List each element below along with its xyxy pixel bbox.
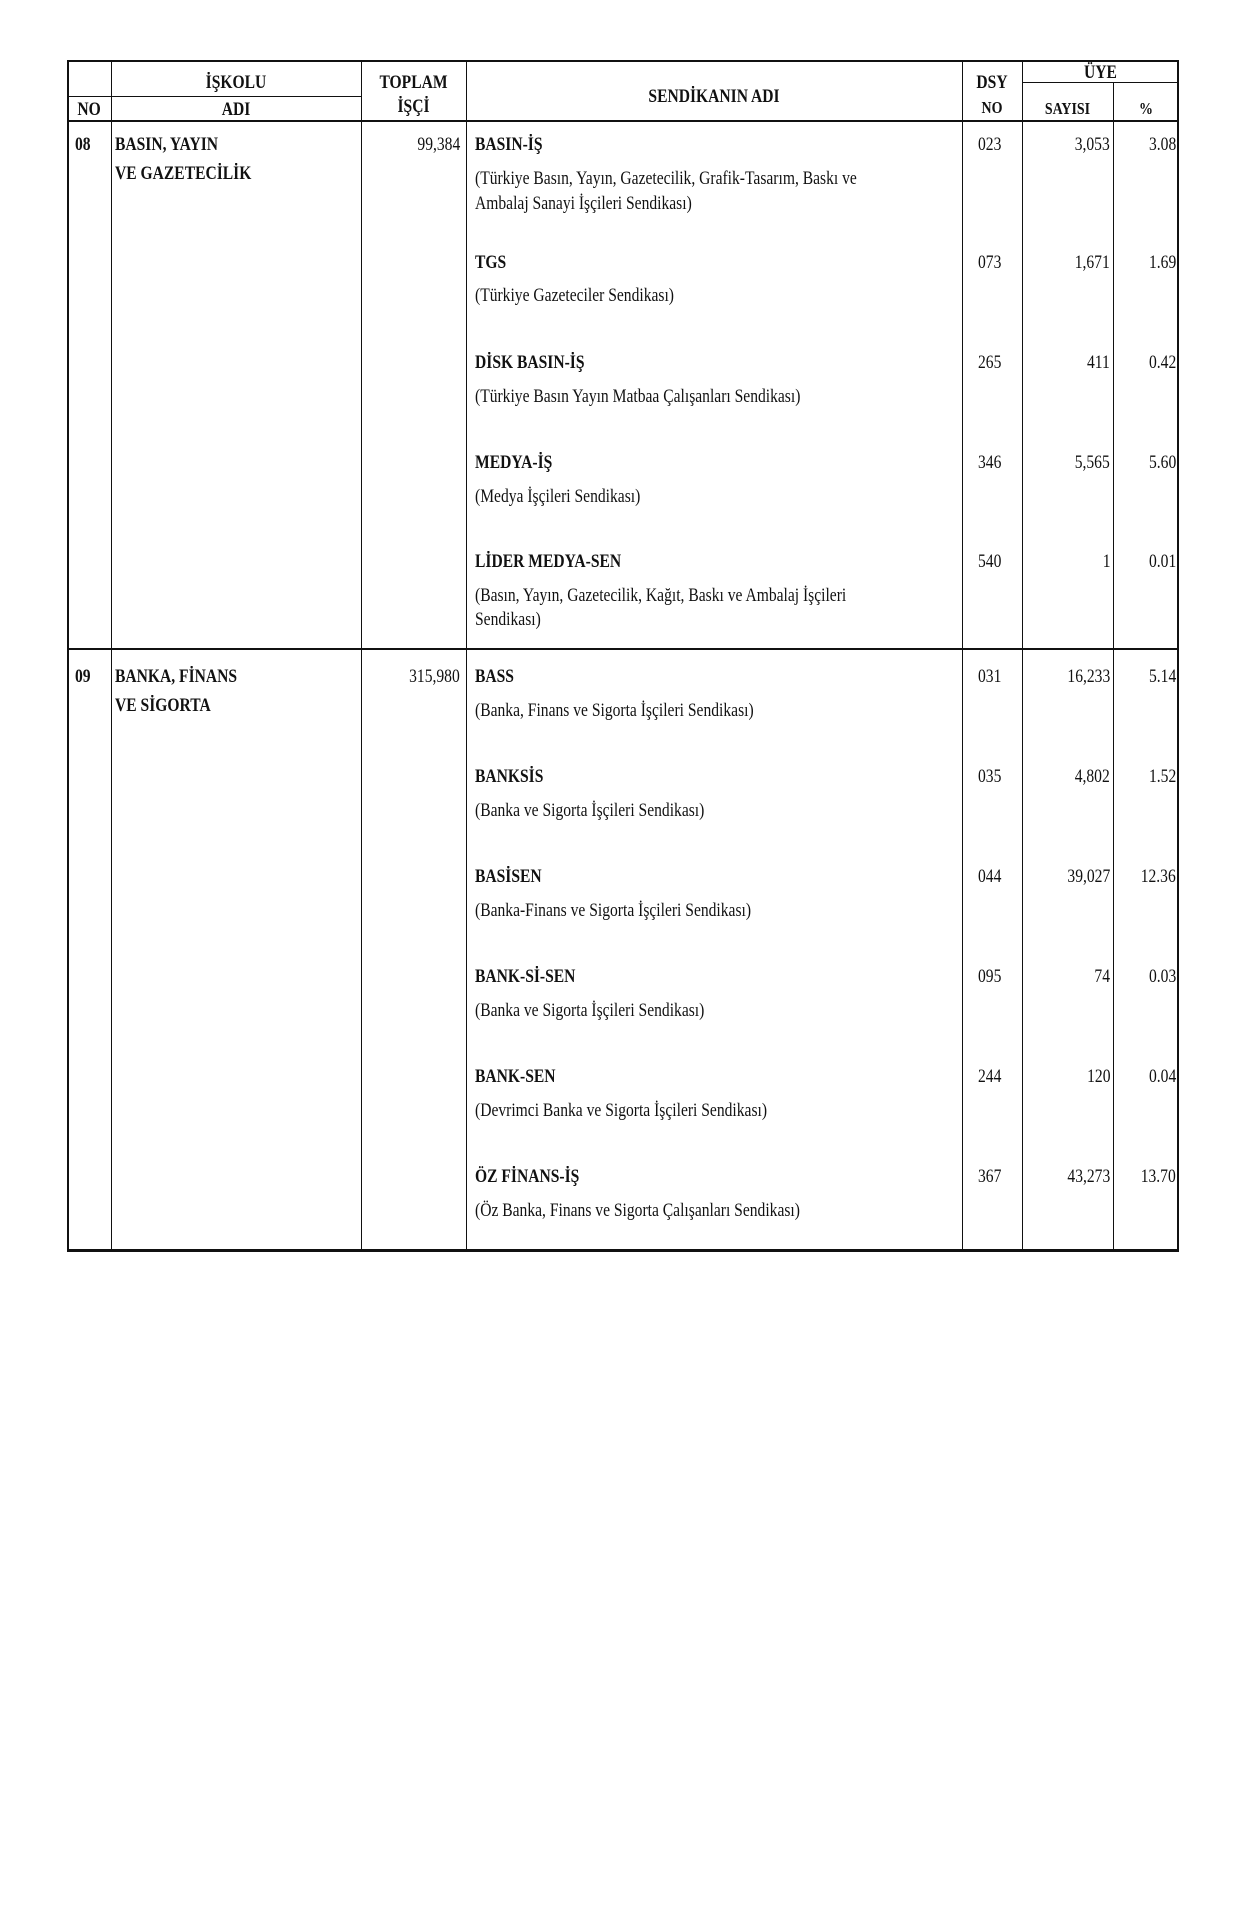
sector-total: 99,384	[417, 134, 460, 155]
col-divider-adi	[361, 60, 362, 1252]
union-dsy: 031	[978, 666, 1002, 687]
union-percent: 3.08	[1148, 134, 1176, 155]
union-desc: (Medya İşçileri Sendikası)	[475, 486, 641, 507]
union-desc-cont: Sendikası)	[475, 609, 541, 630]
union-name: TGS	[475, 252, 507, 273]
sector-no: 08	[75, 134, 91, 155]
union-dsy: 035	[978, 766, 1002, 787]
col-divider-sendika	[962, 60, 963, 1252]
union-dsy: 244	[978, 1066, 1002, 1087]
union-desc: (Öz Banka, Finans ve Sigorta Çalışanları Sendikası)	[475, 1200, 800, 1221]
table-frame	[67, 60, 1179, 1252]
union-percent: 0.42	[1148, 352, 1176, 373]
header-toplam: TOPLAM	[379, 72, 448, 93]
union-name: BANK-SEN	[475, 1066, 556, 1087]
header-uye: ÜYE	[1084, 62, 1117, 83]
union-name: BASİSEN	[475, 866, 542, 887]
union-member-count: 120	[1086, 1066, 1110, 1087]
union-desc: (Banka, Finans ve Sigorta İşçileri Sendikası)	[475, 700, 754, 721]
header-isci: İŞÇİ	[397, 96, 430, 117]
union-percent: 0.01	[1148, 551, 1176, 572]
union-name: DİSK BASIN-İŞ	[475, 352, 585, 373]
union-percent: 5.14	[1148, 666, 1176, 687]
sector-separator	[67, 648, 1179, 650]
union-name: LİDER MEDYA-SEN	[475, 551, 622, 572]
union-member-count: 1	[1102, 551, 1110, 572]
header-no: NO	[77, 99, 101, 120]
union-dsy: 044	[978, 866, 1002, 887]
union-dsy: 023	[978, 134, 1002, 155]
union-percent: 13.70	[1140, 1166, 1176, 1187]
header-adi: ADI	[221, 99, 251, 120]
union-member-count: 1,671	[1074, 252, 1110, 273]
sector-total: 315,980	[409, 666, 460, 687]
col-divider-sayisi	[1113, 82, 1114, 1252]
union-dsy: 073	[978, 252, 1002, 273]
union-percent: 1.69	[1148, 252, 1176, 273]
sector-name-line2: VE SİGORTA	[115, 695, 211, 716]
sector-name-line1: BASIN, YAYIN	[115, 134, 219, 155]
union-percent: 12.36	[1140, 866, 1176, 887]
union-dsy: 367	[978, 1166, 1002, 1187]
header-yuzde: %	[1139, 99, 1153, 118]
union-dsy: 095	[978, 966, 1002, 987]
header-iskolu: İŞKOLU	[205, 72, 267, 93]
union-member-count: 39,027	[1067, 866, 1110, 887]
sector-name-line2: VE GAZETECİLİK	[115, 163, 252, 184]
union-desc: (Türkiye Gazeteciler Sendikası)	[475, 285, 674, 306]
union-member-count: 74	[1094, 966, 1110, 987]
union-name: MEDYA-İŞ	[475, 452, 553, 473]
union-desc: (Türkiye Basın Yayın Matbaa Çalışanları Sendikası)	[475, 386, 801, 407]
union-desc-cont: Ambalaj Sanayi İşçileri Sendikası)	[475, 193, 692, 214]
union-name: ÖZ FİNANS-İŞ	[475, 1166, 580, 1187]
header-sendika-adi: SENDİKANIN ADI	[648, 86, 780, 107]
union-desc: (Devrimci Banka ve Sigorta İşçileri Sendikası)	[475, 1100, 768, 1121]
union-member-count: 3,053	[1074, 134, 1110, 155]
union-member-count: 5,565	[1074, 452, 1110, 473]
sector-no: 09	[75, 666, 91, 687]
union-name: BANK-Sİ-SEN	[475, 966, 576, 987]
union-desc: (Banka ve Sigorta İşçileri Sendikası)	[475, 800, 705, 821]
union-name: BASIN-İŞ	[475, 134, 543, 155]
header-dsy-no: NO	[981, 98, 1003, 117]
union-member-count: 16,233	[1067, 666, 1110, 687]
union-member-count: 4,802	[1074, 766, 1110, 787]
union-name: BASS	[475, 666, 514, 687]
header-dsy: DSY	[976, 72, 1008, 93]
union-desc: (Banka ve Sigorta İşçileri Sendikası)	[475, 1000, 705, 1021]
col-divider-toplam	[466, 60, 467, 1252]
header-split-iskolu	[67, 96, 361, 97]
col-divider-no	[111, 60, 112, 1252]
union-dsy: 540	[978, 551, 1002, 572]
union-member-count: 43,273	[1067, 1166, 1110, 1187]
sector-name-line1: BANKA, FİNANS	[115, 666, 238, 687]
union-dsy: 265	[978, 352, 1002, 373]
union-percent: 5.60	[1148, 452, 1176, 473]
union-percent: 0.03	[1148, 966, 1176, 987]
union-percent: 1.52	[1148, 766, 1176, 787]
union-desc: (Basın, Yayın, Gazetecilik, Kağıt, Baskı ve Ambalaj İşçileri	[475, 585, 847, 606]
union-desc: (Banka-Finans ve Sigorta İşçileri Sendikası)	[475, 900, 752, 921]
header-sayisi: SAYISI	[1044, 99, 1091, 118]
union-name: BANKSİS	[475, 766, 544, 787]
col-divider-dsy	[1022, 60, 1023, 1252]
union-member-count: 411	[1087, 352, 1110, 373]
union-percent: 0.04	[1148, 1066, 1176, 1087]
union-desc: (Türkiye Basın, Yayın, Gazetecilik, Grafik-Tasarım, Baskı ve	[475, 168, 857, 189]
union-dsy: 346	[978, 452, 1002, 473]
